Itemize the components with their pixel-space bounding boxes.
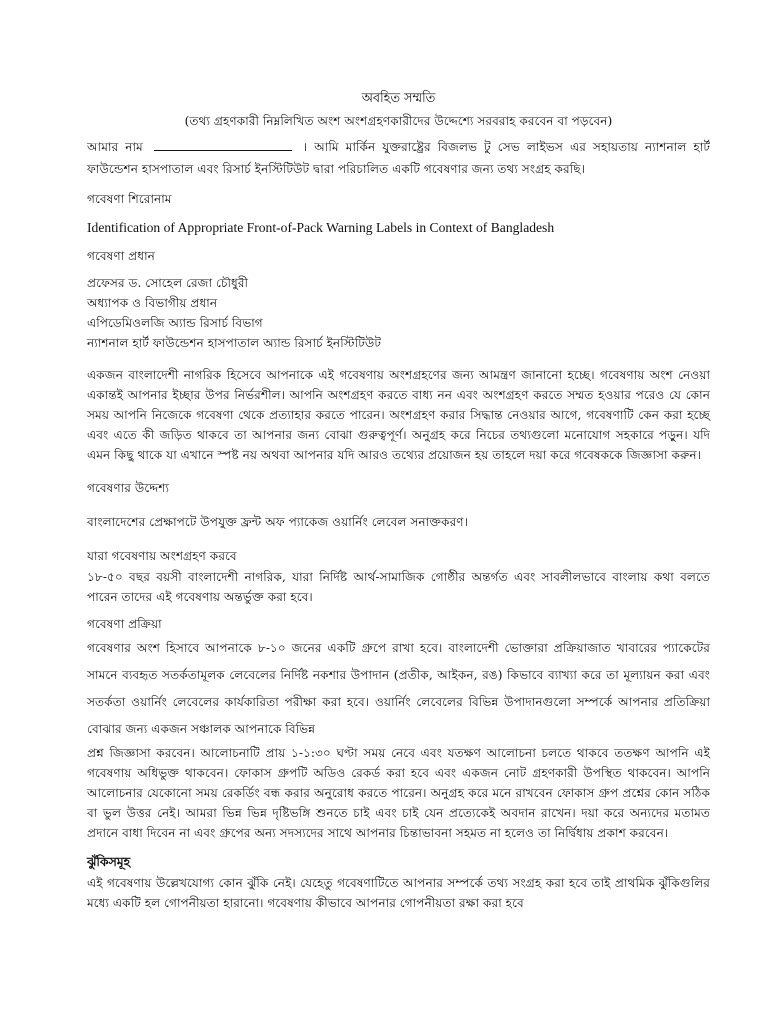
principal-name: প্রফেসর ড. সোহেল রেজা চৌধুরী: [87, 276, 249, 290]
principal-department: এপিডেমিওলজি অ্যান্ড রিসার্চ বিভাগ: [87, 316, 263, 330]
process-label: গবেষণা প্রক্রিয়া: [87, 617, 162, 631]
objective-text: বাংলাদেশের প্রেক্ষাপটে উপযুক্ত ফ্রন্ট অফ প্যাকেজ ওয়ার্নিং লেবেল সনাক্তকরণ।: [87, 515, 469, 529]
document-title: অবহিত সম্মতি: [361, 91, 436, 106]
process-text-part-2: প্রশ্ন জিজ্ঞাসা করবেন। আলোচনাটি প্রায় ১-১:৩০ ঘণ্টা সময় নেবে এবং যতক্ষণ আলোচনা চলতে থাকবে ততক্ষণ আপনি এই গবেষণায় অধিভুক্ত থাকবেন। ফোকাস গ্রুপটি অডিও রেকর্ড করা হবে এবং একজন নোট গ্রহণকারী উপস্থিত থাকবেন। আপনি আলোচনার যেকোনো সময় রেকর্ডিং বন্ধ করার অনুরোধ করতে পারেন। অনুগ্রহ করে মনে রাখবেন ফোকাস গ্রুপ প্রশ্নের কোন সঠিক বা ভুল উত্তর নেই। আমরা ভিন্ন ভিন্ন দৃষ্টিভঙ্গি শুনতে চাই এবং চাই যেন প্রত্যেকেই অবদান রাখেন। দয়া করে অন্যদের মতামত প্রদানে বাধা দিবেন না এবং গ্রুপের অন্য সদস্যদের সাথে আপনার চিন্তাভাবনা সহমত না হলেও তা নির্দ্বিধায় প্রকাশ করবেন।: [87, 746, 710, 840]
document-subtitle: (তথ্য গ্রহণকারী নিম্নলিখিত অংশ অংশগ্রহণকারীদের উদ্দেশ্যে সরবরাহ করবেন বা পড়বেন): [184, 114, 613, 128]
risk-label: ঝুঁকিসমূহ: [87, 854, 131, 869]
research-title-label: গবেষণা শিরোনাম: [87, 192, 172, 206]
research-title-value: Identification of Appropriate Front-of-Pack Warning Labels in Context of Bangladesh: [87, 220, 555, 235]
principal-investigator-block: [87, 273, 710, 353]
participants-label: যারা গবেষণায় অংশগ্রহণ করবে: [87, 549, 237, 563]
principal-institute: ন্যাশনাল হার্ট ফাউন্ডেশন হাসপাতাল অ্যান্ড রিসার্চ ইনস্টিটিউট: [87, 336, 381, 350]
participants-text: ১৮-৫০ বছর বয়সী বাংলাদেশী নাগরিক, যারা নির্দিষ্ট আর্থ-সামাজিক গোষ্ঠীর অন্তর্গত এবং সাবলীলভাবে বাংলায় কথা বলতে পারেন তাদের এই গবেষণায় অন্তর্ভুক্ত করা হবে।: [87, 570, 710, 604]
process-text-part-1: গবেষণার অংশ হিসাবে আপনাকে ৮-১০ জনের একটি গ্রুপে রাখা হবে। বাংলাদেশী ভোক্তারা প্রক্রিয়াজাত খাবারের প্যাকেটের সামনে ব্যবহৃত সতর্কতামূলক লেবেলের নির্দিষ্ট নকশার উপাদান (প্রতীক, আইকন, রঙ) কিভাবে ব্যাখ্যা করে তা মূল্যায়ন করা এবং সতর্কতা ওয়ার্নিং লেবেলের কার্যকারিতা পরীক্ষা করা হবে। ওয়ার্নিং লেবেলের বিভিন্ন উপাদানগুলো সম্পর্কে আপনার প্রতিক্রিয়া বোঝার জন্য একজন সঞ্চালক আপনাকে বিভিন্ন: [87, 641, 710, 736]
risk-text: এই গবেষণায় উল্লেখযোগ্য কোন ঝুঁকি নেই। যেহেতু গবেষণাটিতে আপনার সম্পর্কে তথ্য সংগ্রহ করা হবে তাই প্রাথমিক ঝুঁকিগুলির মধ্যে একটি হল গোপনীয়তা হারানো। গবেষণায় কীভাবে আপনার গোপনীয়তা রক্ষা করা হবে: [87, 876, 710, 910]
research-head-label: গবেষণা প্রধান: [87, 249, 155, 263]
principal-role: অধ্যাপক ও বিভাগীয় প্রধান: [87, 296, 218, 310]
objective-label: গবেষণার উদ্দেশ্য: [87, 481, 170, 495]
intro-paragraph: [87, 136, 710, 180]
name-blank-field[interactable]: [154, 137, 292, 151]
invitation-paragraph: একজন বাংলাদেশী নাগরিক হিসেবে আপনাকে এই গবেষণায় অংশগ্রহণের জন্য আমন্ত্রণ জানানো হচ্ছে। গবেষণায় অংশ নেওয়া একান্তই আপনার ইচ্ছার উপর নির্ভরশীল। আপনি অংশগ্রহণ করতে বাধ্য নন এবং অংশগ্রহণ করতে সম্মত হওয়ার পরেও যে কোন সময় আপনি নিজেকে গবেষণা থেকে প্রত্যাহার করতে পারেন। অংশগ্রহণ করার সিদ্ধান্ত নেওয়ার আগে, গবেষণাটি কেন করা হচ্ছে এবং এতে কী জড়িত থাকবে তা আপনার জন্য বোঝা গুরুত্বপূর্ণ। অনুগ্রহ করে নিচের তথ্যগুলো মনোযোগ সহকারে পড়ুন। যদি এমন কিছু থাকে যা এখানে স্পষ্ট নয় অথবা আপনার যদি আরও তথ্যের প্রয়োজন হয় তাহলে দয়া করে গবেষককে জিজ্ঞাসা করুন।: [87, 368, 710, 462]
intro-prefix: আমার নাম: [87, 140, 143, 154]
intro-rest: । আমি মার্কিন যুক্তরাষ্ট্রের বিজলভ টু সেভ লাইভস এর সহায়তায় ন্যাশনাল হার্ট ফাউন্ডেশন হাসপাতাল এবং রিসার্চ ইনস্টিটিউট দ্বারা পরিচালিত একটি গবেষণার জন্য তথ্য সংগ্রহ করছি।: [87, 140, 710, 176]
